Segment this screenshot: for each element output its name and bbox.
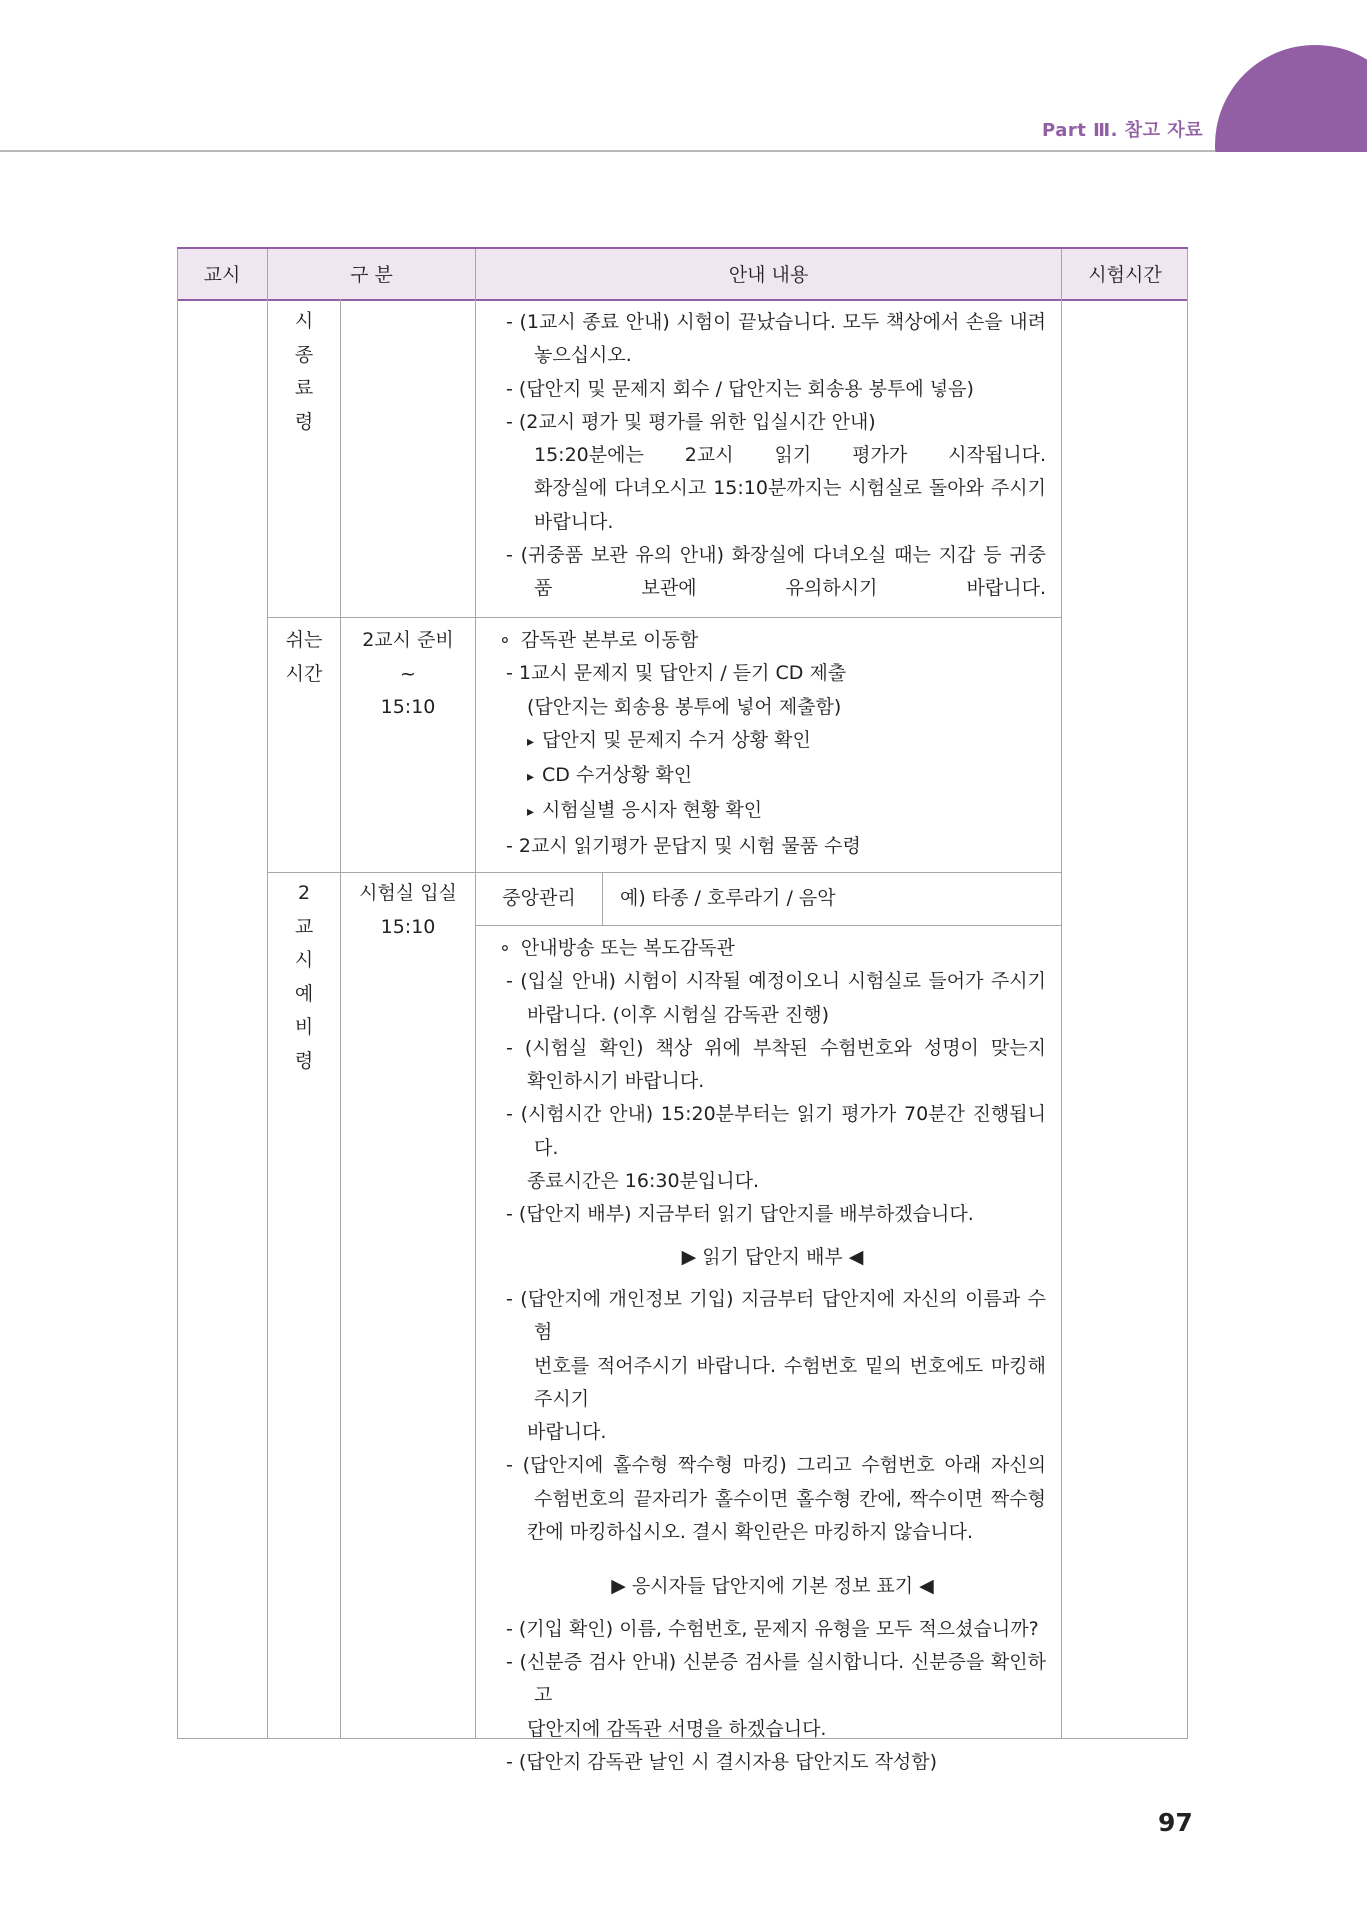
table-top-rule xyxy=(177,247,1188,249)
row2-subcategory: 2교시 준비 ~ 15:10 xyxy=(362,629,454,718)
column-header-period: 교시 xyxy=(177,247,267,301)
list-item: ▸ 시험실별 응시자 현황 확인 xyxy=(499,794,1046,829)
column-header-category: 구 분 xyxy=(268,247,475,301)
list-item: - (기입 확인) 이름, 수험번호, 문제지 유형을 모두 적으셨습니까? - (신분증 검사 안내) 신분증 검사를 실시합니다. 신분증을 확인하고 답안지에 감독관 서명을 하겠습니다. - (답안지 감독관 날인 시 결시자용 답안지도 작성함) xyxy=(506,1617,1046,1773)
list-item: - (2교시 평가 및 평가를 위한 입실시간 안내) xyxy=(506,410,876,433)
row2-content xyxy=(499,624,1046,863)
table-border-left xyxy=(177,247,178,1739)
row-rule xyxy=(267,872,1062,873)
part-label: Part Ⅲ. 참고 자료 xyxy=(1042,120,1204,141)
page-number: 97 xyxy=(1158,1808,1193,1837)
row3-label: 2 교 시 예 비 령 xyxy=(294,882,314,1072)
central-rule xyxy=(602,872,603,925)
list-item: - 2교시 읽기평가 문답지 및 시험 물품 수령 xyxy=(506,834,861,857)
list-item: ▸ 답안지 및 문제지 수거 상황 확인 xyxy=(499,724,1046,759)
spacer xyxy=(499,1549,1046,1561)
column-header-content: 안내 내용 xyxy=(476,247,1061,301)
central-management-example: 예) 타종 / 호루라기 / 음악 xyxy=(620,887,836,909)
column-rule xyxy=(475,247,476,1739)
header-cover xyxy=(1200,152,1367,272)
list-item: ▸ CD 수거상황 확인 xyxy=(499,759,1046,794)
list-item: 15:20분에는 2교시 읽기 평가가 시작됩니다. xyxy=(534,444,1046,467)
list-item: - (귀중품 보관 유의 안내) 화장실에 다녀오실 때는 지갑 등 귀중품 보관에 유의하시기 바랍니다. xyxy=(506,544,1046,600)
row2-label: 쉬는 시간 xyxy=(285,629,323,685)
info-banner: ▶ 응시자들 답안지에 기본 정보 표기 ◀ xyxy=(611,1575,934,1598)
row-rule xyxy=(267,617,1062,618)
list-item: - (입실 안내) 시험이 시작될 예정이오니 시험실로 들어가 주시기 바랍니다. (이후 시험실 감독관 진행) - (시험실 확인) 책상 위에 부착된 수험번호와 성명이 맞는지 확인하시기 바랍니다. - (시험시간 안내) 15:20분부터는 읽기 평가가 70분간 진행됩니다. 종료시간은 16:30분입니다. - (답안지 배부) 지금부터 읽기 답안지를 배부하겠습니다. xyxy=(506,970,1046,1226)
list-item: 화장실에 다녀오시고 15:10분까지는 시험실로 돌아와 주시기 바랍니다. xyxy=(534,477,1046,533)
list-item: - 1교시 문제지 및 답안지 / 듣기 CD 제출 (답안지는 회송용 봉투에 넣어 제출함) xyxy=(506,662,847,718)
header-rule xyxy=(0,150,1215,152)
list-item: - (답안지 및 문제지 회수 / 답안지는 회송용 봉투에 넣음) xyxy=(506,377,974,400)
column-rule xyxy=(340,299,341,1739)
distribution-banner: ▶ 읽기 답안지 배부 ◀ xyxy=(681,1245,864,1268)
row3-subcategory: 시험실 입실 15:10 xyxy=(359,882,457,938)
list-item: ∘ 안내방송 또는 복도감독관 xyxy=(499,932,1046,965)
row-rule xyxy=(475,925,1062,926)
list-item: - (1교시 종료 안내) 시험이 끝났습니다. 모두 책상에서 손을 내려놓으십시오. xyxy=(506,311,1046,367)
list-item: ∘ 감독관 본부로 이동함 xyxy=(499,624,1046,657)
row1-content xyxy=(506,306,1046,606)
row1-label: 시 종 료 령 xyxy=(294,310,314,433)
row3-content xyxy=(499,932,1046,1779)
list-item: - (답안지에 개인정보 기입) 지금부터 답안지에 자신의 이름과 수험 번호를 적어주시기 바랍니다. 수험번호 밑의 번호에도 마킹해주시기 바랍니다. - (답안지에 홀수형 짝수형 마킹) 그리고 수험번호 아래 자신의 수험번호의 끝자리가 홀수이면 홀수형 칸에, 짝수이면 짝수형 칸에 마킹하십시오. 결시 확인란은 마킹하지 않습니다. xyxy=(506,1287,1046,1544)
exam-guide-table xyxy=(177,247,1188,1773)
column-rule xyxy=(1061,247,1062,1739)
table-border-right xyxy=(1187,247,1188,1739)
column-header-time: 시험시간 xyxy=(1062,247,1188,301)
central-management-label: 중앙관리 xyxy=(502,887,576,909)
